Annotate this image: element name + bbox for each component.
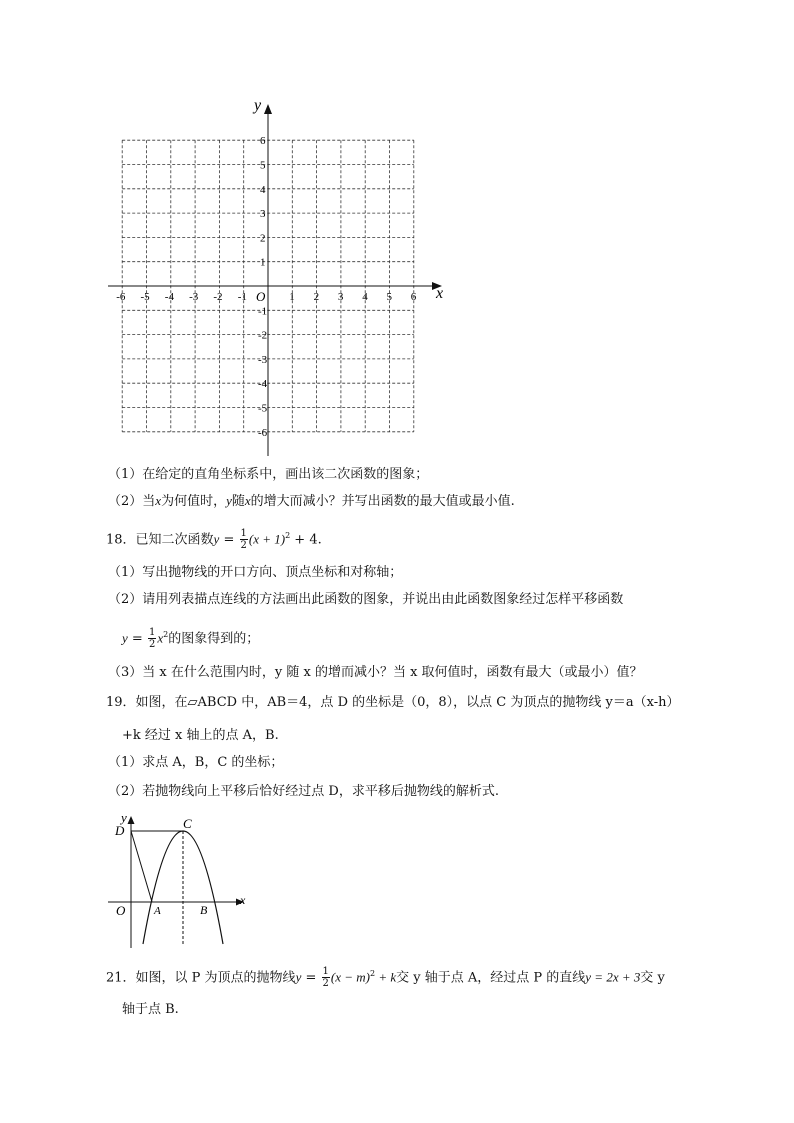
y-tick-label: 3	[260, 208, 266, 221]
x-tick-label: -3	[189, 291, 199, 303]
q19-figure	[100, 800, 260, 955]
y-tick-label: -3	[258, 353, 268, 366]
x-tick-label: 2	[313, 291, 320, 303]
q21-stem: 21．如图，以 P 为顶点的抛物线y = $\frac{1}{2}$ $(x - m)^2 + k$交 y 轴于点 A，经过点 P 的直线y = 2x + 3交 y	[106, 966, 665, 990]
x-tick-label: 3	[337, 291, 344, 303]
label-y: y	[121, 810, 127, 825]
q18-part2: （2）请用列表描点连线的方法画出此函数的图象，并说出由此函数图象经过怎样平移函数	[108, 592, 624, 607]
x-tick-label: -2	[213, 291, 223, 303]
coordinate-grid	[100, 92, 460, 462]
segment-DA	[131, 831, 152, 902]
x-tick-label: -6	[116, 291, 126, 303]
x-tick-label: 4	[362, 291, 368, 303]
y-tick-label: -6	[258, 426, 268, 439]
x-tick-label: 5	[386, 291, 392, 303]
x-tick-label: 6	[410, 291, 417, 303]
q18-part1: （1）写出抛物线的开口方向、顶点坐标和对称轴；	[108, 565, 403, 580]
label-B: B	[200, 903, 208, 917]
q19-stem: 19．如图，在▱ABCD 中，AB＝4，点 D 的坐标是（0，8），以点 C 为顶点的抛物线 y＝a（x-h）	[106, 695, 680, 710]
y-tick-label: 5	[260, 159, 266, 172]
y-tick-label: -5	[258, 402, 268, 415]
q19-stem-cont: +k 经过 x 轴上的点 A，B.	[122, 728, 279, 743]
q18-stem: 18．已知二次函数y = $\frac{1}{2}$ $(x + 1)^2 + 4$.	[106, 528, 322, 552]
q18-part3: （3）当 x 在什么范围内时，y 随 x 的增而减小？当 x 取何值时，函数有最大（或最小）值？	[108, 665, 643, 680]
y-tick-label: -1	[258, 305, 268, 318]
x-tick-label: -5	[140, 291, 150, 303]
y-axis-label: y	[254, 97, 262, 114]
x-tick-label: -4	[164, 291, 174, 303]
label-A: A	[154, 905, 161, 917]
q19-part2: （2）若抛物线向上平移后恰好经过点 D，求平移后抛物线的解析式.	[108, 784, 499, 799]
y-tick-label: -2	[258, 329, 268, 342]
q18-part2-cont: y = $\frac{1}{2}$ $x^2$的图象得到的；	[122, 627, 260, 651]
y-tick-label: 2	[260, 232, 266, 245]
x-tick-label: 1	[289, 291, 295, 303]
x-axis-label: x	[436, 285, 444, 302]
x-tick-label: -1	[237, 291, 247, 303]
y-tick-label: 1	[260, 256, 266, 269]
label-D: D	[115, 823, 125, 838]
q19-part1: （1）求点 A，B，C 的坐标；	[108, 755, 284, 770]
label-O: O	[116, 903, 126, 918]
q17-part2: （2）当x为何值时，y随x的增大而减小？并写出函数的最大值或最小值.	[108, 493, 515, 509]
origin-label: O	[256, 289, 266, 304]
label-x: x	[240, 893, 246, 907]
y-tick-label: 6	[260, 135, 266, 148]
label-C: C	[183, 816, 192, 831]
y-tick-label: 4	[260, 183, 266, 196]
y-tick-label: -4	[258, 378, 268, 391]
x-axis	[108, 282, 442, 290]
q17-part1: （1）在给定的直角坐标系中，画出该二次函数的图象；	[108, 467, 429, 482]
q21-stem-cont: 轴于点 B.	[122, 1002, 179, 1017]
